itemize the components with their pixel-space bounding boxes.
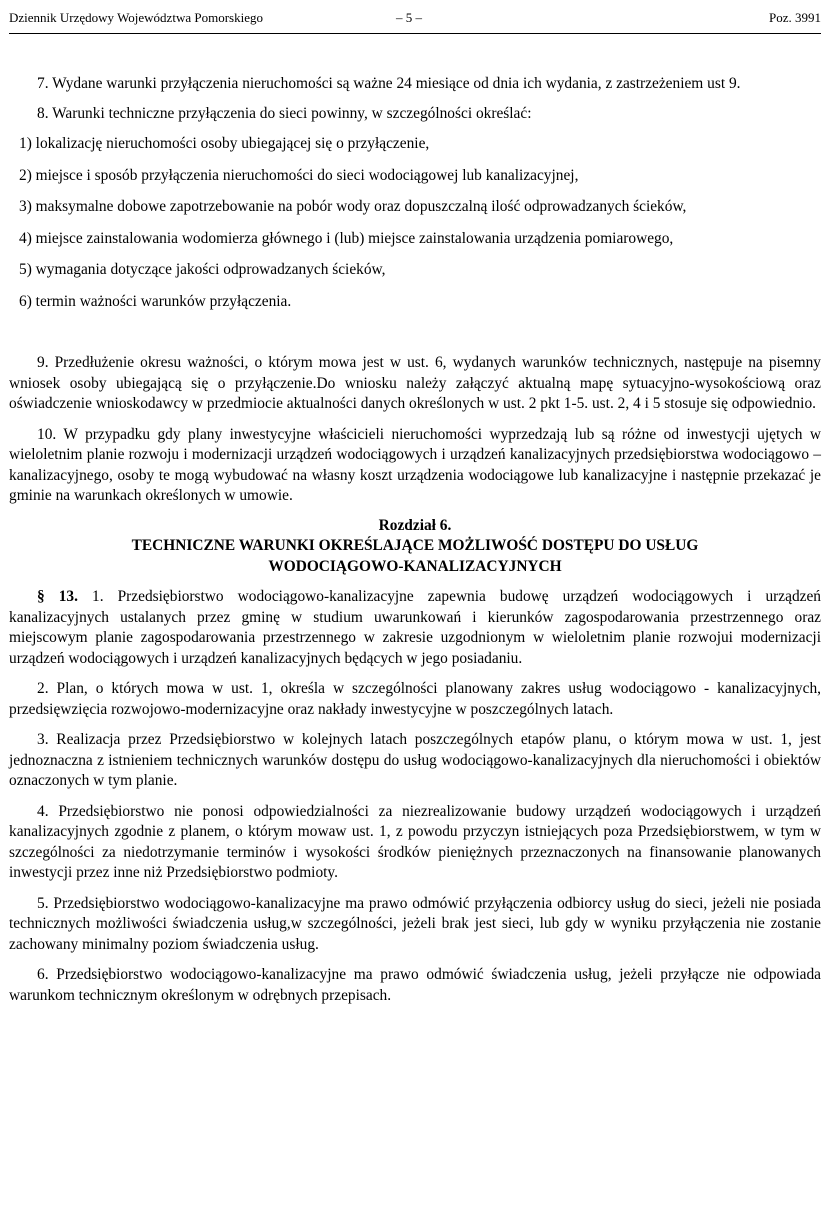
position-number: Poz. 3991 xyxy=(769,10,821,25)
chapter-title-line-2: WODOCIĄGOWO-KANALIZACYJNYCH xyxy=(268,557,562,575)
paragraph-9: 9. Przedłużenie okresu ważności, o którym mowa jest w ust. 6, wydanych warunków technicznych, następuje na pisemny wniosek osoby ubiegającą się o przyłączenie.Do wniosku należy załączyć aktualną mapę sytuacyjno-wysokościową oraz oświadczenie wnioskodawcy w przedmiocie aktualności danych określonych w ust. 2 pkt 1-5. ust. 2, 4 i 5 stosuje się odpowiednio. xyxy=(9,354,821,412)
section-mark: § 13. xyxy=(37,588,78,605)
section-13-paragraph-5: 5. Przedsiębiorstwo wodociągowo-kanalizacyjne ma prawo odmówić przyłączenia odbiorcy usług do sieci, jeżeli nie posiada technicznych możliwości świadczenia usług,w szczególności, jeżeli brak jest sieci, lub gdy w wyniku przyłączenia nie zostanie zachowany minimalny poziom świadczenia usług. xyxy=(9,894,821,953)
document-body xyxy=(9,74,821,1006)
paragraph-8: 8. Warunki techniczne przyłączenia do sieci powinny, w szczególności określać: xyxy=(37,104,532,122)
list-item: 2) miejsce i sposób przyłączenia nieruchomości do sieci wodociągowej lub kanalizacyjnej, xyxy=(19,166,579,184)
section-13-paragraph-6: 6. Przedsiębiorstwo wodociągowo-kanalizacyjne ma prawo odmówić świadczenia usług, jeżeli przyłącze nie odpowiada warunkom technicznym określonym w odrębnych przepisach. xyxy=(9,966,821,1004)
section-13-paragraph-3: 3. Realizacja przez Przedsiębiorstwo w kolejnych latach poszczególnych etapów planu, o którym mowa w ust. 1, jest jednoznaczna z istnieniem technicznych warunków dostępu do usług wodociągowo-kanalizacyjnych dla nieruchomości i obiektów oznaczonych w tym planie. xyxy=(9,731,821,789)
list-item: 4) miejsce zainstalowania wodomierza głównego i (lub) miejsce zainstalowania urządzenia pomiarowego, xyxy=(19,229,674,247)
section-13-paragraph-2: 2. Plan, o których mowa w ust. 1, określa w szczególności planowany zakres usług wodociągowo - kanalizacyjnych, przedsięwzięcia rozwojowo-modernizacyjne oraz nakłady inwestycyjne w poszczególnych latach. xyxy=(9,680,821,718)
chapter-heading xyxy=(9,516,821,578)
page-header xyxy=(9,0,821,34)
page-number: – 5 – xyxy=(396,10,422,25)
section-13-paragraph-4: 4. Przedsiębiorstwo nie ponosi odpowiedzialności za niezrealizowanie budowy urządzeń wodociągowych i urządzeń kanalizacyjnych zgodnie z planem, o którym mowaw ust. 1, z powodu przyczyn istniejących poza Przedsiębiorstwem, w tym w szczególności za niedotrzymanie terminów i wysokości środków pieniężnych przeznaczonych na finansowanie planowanych inwestycji przez inne niż Przedsiębiorstwo podmioty. xyxy=(9,802,821,881)
list-item: 3) maksymalne dobowe zapotrzebowanie na pobór wody oraz dopuszczalną ilość odprowadzanych ścieków, xyxy=(19,198,687,215)
chapter-number: Rozdział 6. xyxy=(378,516,452,534)
paragraph-10: 10. W przypadku gdy plany inwestycyjne właścicieli nieruchomości wyprzedzają lub są różne od inwestycji ujętych w wieloletnim planie rozwoju i modernizacji urządzeń wodociągowych i urządzeń kanalizacyjnych przedsiębiorstwa wodociągowo – kanalizacyjnego, osoby te mogą wybudować na własny koszt urządzenia wodociągowe lub kanalizacyjne i następnie przekazać je gminie na warunkach określonych w umowie. xyxy=(9,425,821,504)
list-item: 1) lokalizację nieruchomości osoby ubiegającej się o przyłączenie, xyxy=(19,135,430,152)
chapter-title-line-1: TECHNICZNE WARUNKI OKREŚLAJĄCE MOŻLIWOŚĆ DOSTĘPU DO USŁUG xyxy=(131,537,699,554)
paragraph-7: 7. Wydane warunki przyłączenia nieruchomości są ważne 24 miesiące od dnia ich wydania, z zastrzeżeniem ust 9. xyxy=(37,75,741,92)
conditions-list xyxy=(9,134,821,312)
list-item: 5) wymagania dotyczące jakości odprowadzanych ścieków, xyxy=(19,261,386,278)
section-13-paragraph-1: § 13. 1. Przedsiębiorstwo wodociągowo-kanalizacyjne zapewnia budowę urządzeń wodociągowych i urządzeń kanalizacyjnych ustalanych przez gminę w studium uwarunkowań i kierunków zagospodarowania przestrzennego oraz miejscowym planie zagospodarowania przestrzennego w zakresie uzgodnionym w wieloletnim planie rozwojui modernizacji urządzeń wodociągowych i urządzeń kanalizacyjnych będących w jego posiadaniu. xyxy=(9,588,821,667)
list-item: 6) termin ważności warunków przyłączenia. xyxy=(19,292,292,310)
document-page xyxy=(9,0,821,1006)
journal-title: Dziennik Urzędowy Województwa Pomorskiego xyxy=(9,10,263,25)
